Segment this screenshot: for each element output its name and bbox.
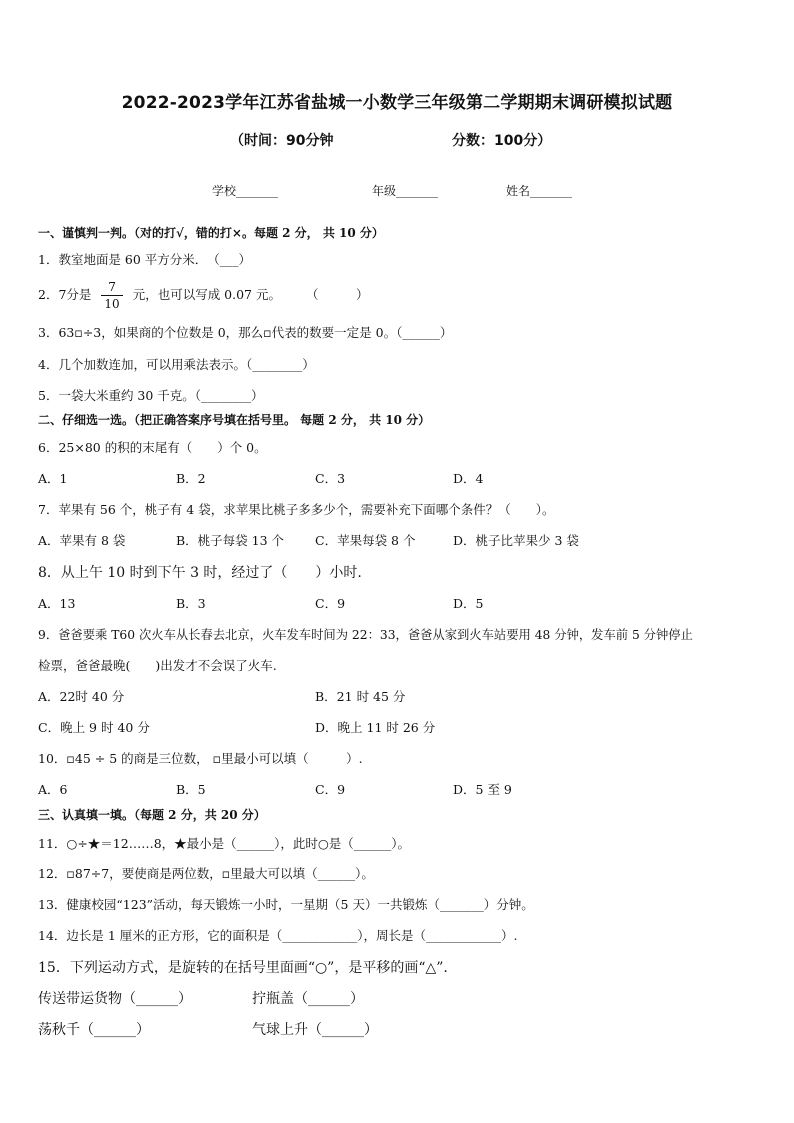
question-12: 12．▫87÷7，要使商是两位数，▫里最大可以填（______）。 — [38, 866, 374, 881]
fraction-7-10 — [101, 280, 122, 311]
question-6: 6．25×80 的积的末尾有（ ）个 0。 — [38, 440, 267, 455]
question-2-prefix: 2．7分是 — [38, 287, 92, 302]
grade-field[interactable]: 年级_______ — [372, 184, 439, 198]
exam-score: 分数：100分） — [452, 133, 552, 149]
question-8: 8．从上午 10 时到下午 3 时，经过了（ ）小时. — [38, 565, 362, 581]
q15-item-balloon[interactable]: 气球上升（______） — [252, 1022, 378, 1038]
section-1-heading: 一、谨慎判一判。（对的打√，错的打×。每题 2 分， 共 10 分） — [38, 226, 384, 240]
page-title: 2022-2023学年江苏省盐城一小数学三年级第二学期期末调研模拟试题 — [121, 93, 673, 113]
question-2-suffix: 元，也可以写成 0.07 元。 （ ） — [132, 287, 369, 302]
q8-option-d[interactable]: D．5 — [453, 596, 484, 611]
question-5: 5．一袋大米重约 30 千克。（________） — [38, 388, 264, 403]
question-14: 14．边长是 1 厘米的正方形，它的面积是（____________），周长是（____________）. — [38, 928, 518, 943]
q6-option-b[interactable]: B．2 — [176, 471, 206, 486]
question-13: 13．健康校园“123”活动，每天锻炼一小时，一星期（5 天）一共锻炼（_______）分钟。 — [38, 897, 534, 912]
q10-option-c[interactable]: C．9 — [315, 782, 346, 797]
q15-item-swing[interactable]: 荡秋千（______） — [38, 1022, 150, 1038]
section-3-heading: 三、认真填一填。（每题 2 分，共 20 分） — [38, 808, 266, 822]
question-2 — [38, 280, 368, 311]
q9-option-d[interactable]: D．晚上 11 时 26 分 — [315, 720, 436, 735]
fraction-numerator: 7 — [108, 280, 116, 294]
question-1: 1．教室地面是 60 平方分米． （___） — [38, 252, 252, 267]
q8-option-b[interactable]: B．3 — [176, 596, 206, 611]
q8-option-c[interactable]: C．9 — [315, 596, 346, 611]
q9-option-b[interactable]: B．21 时 45 分 — [315, 689, 406, 704]
fraction-denominator: 10 — [104, 297, 120, 311]
question-4: 4．几个加数连加，可以用乘法表示。（________） — [38, 357, 315, 372]
q6-option-c[interactable]: C．3 — [315, 471, 346, 486]
exam-time: （时间：90分钟 — [230, 133, 334, 149]
q15-item-conveyor[interactable]: 传送带运货物（______） — [38, 991, 192, 1007]
question-9-line-1: 9．爸爸要乘 T60 次火车从长春去北京，火车发车时间为 22：33，爸爸从家到火车站要用 48 分钟，发车前 5 分钟停止 — [38, 628, 693, 642]
school-field[interactable]: 学校_______ — [212, 184, 279, 198]
q9-option-a[interactable]: A．22时 40 分 — [38, 689, 125, 704]
fraction-bar — [101, 295, 122, 296]
q7-option-a[interactable]: A．苹果有 8 袋 — [38, 533, 126, 548]
q8-option-a[interactable]: A．13 — [38, 596, 76, 611]
q6-option-d[interactable]: D．4 — [453, 471, 484, 486]
q6-option-a[interactable]: A．1 — [38, 471, 68, 486]
question-3: 3．63▫÷3，如果商的个位数是 0，那么▫代表的数要一定是 0。（______） — [38, 325, 453, 340]
q10-option-a[interactable]: A．6 — [38, 782, 68, 797]
q9-option-c[interactable]: C．晚上 9 时 40 分 — [38, 720, 150, 735]
question-15: 15．下列运动方式，是旋转的在括号里面画“○”，是平移的画“△”. — [38, 960, 448, 976]
q7-option-c[interactable]: C．苹果每袋 8 个 — [315, 533, 416, 548]
q7-option-d[interactable]: D．桃子比苹果少 3 袋 — [453, 533, 579, 548]
q10-option-d[interactable]: D．5 至 9 — [453, 782, 512, 797]
name-field[interactable]: 姓名_______ — [506, 184, 573, 198]
question-7: 7．苹果有 56 个，桃子有 4 袋，求苹果比桃子多多少个，需要补充下面哪个条件？（ ）。 — [38, 502, 555, 517]
q10-option-b[interactable]: B．5 — [176, 782, 206, 797]
q15-item-bottle-cap[interactable]: 拧瓶盖（______） — [252, 991, 364, 1007]
question-10: 10．▫45 ÷ 5 的商是三位数， ▫里最小可以填（ ）. — [38, 751, 363, 766]
q7-option-b[interactable]: B．桃子每袋 13 个 — [176, 533, 285, 548]
question-9-line-2: 检票，爸爸最晚( )出发才不会误了火车. — [38, 658, 277, 673]
question-11: 11．○÷★＝12……8，★最小是（______），此时○是（______）。 — [38, 836, 411, 851]
section-2-heading: 二、仔细选一选。（把正确答案序号填在括号里。 每题 2 分， 共 10 分） — [38, 413, 431, 427]
